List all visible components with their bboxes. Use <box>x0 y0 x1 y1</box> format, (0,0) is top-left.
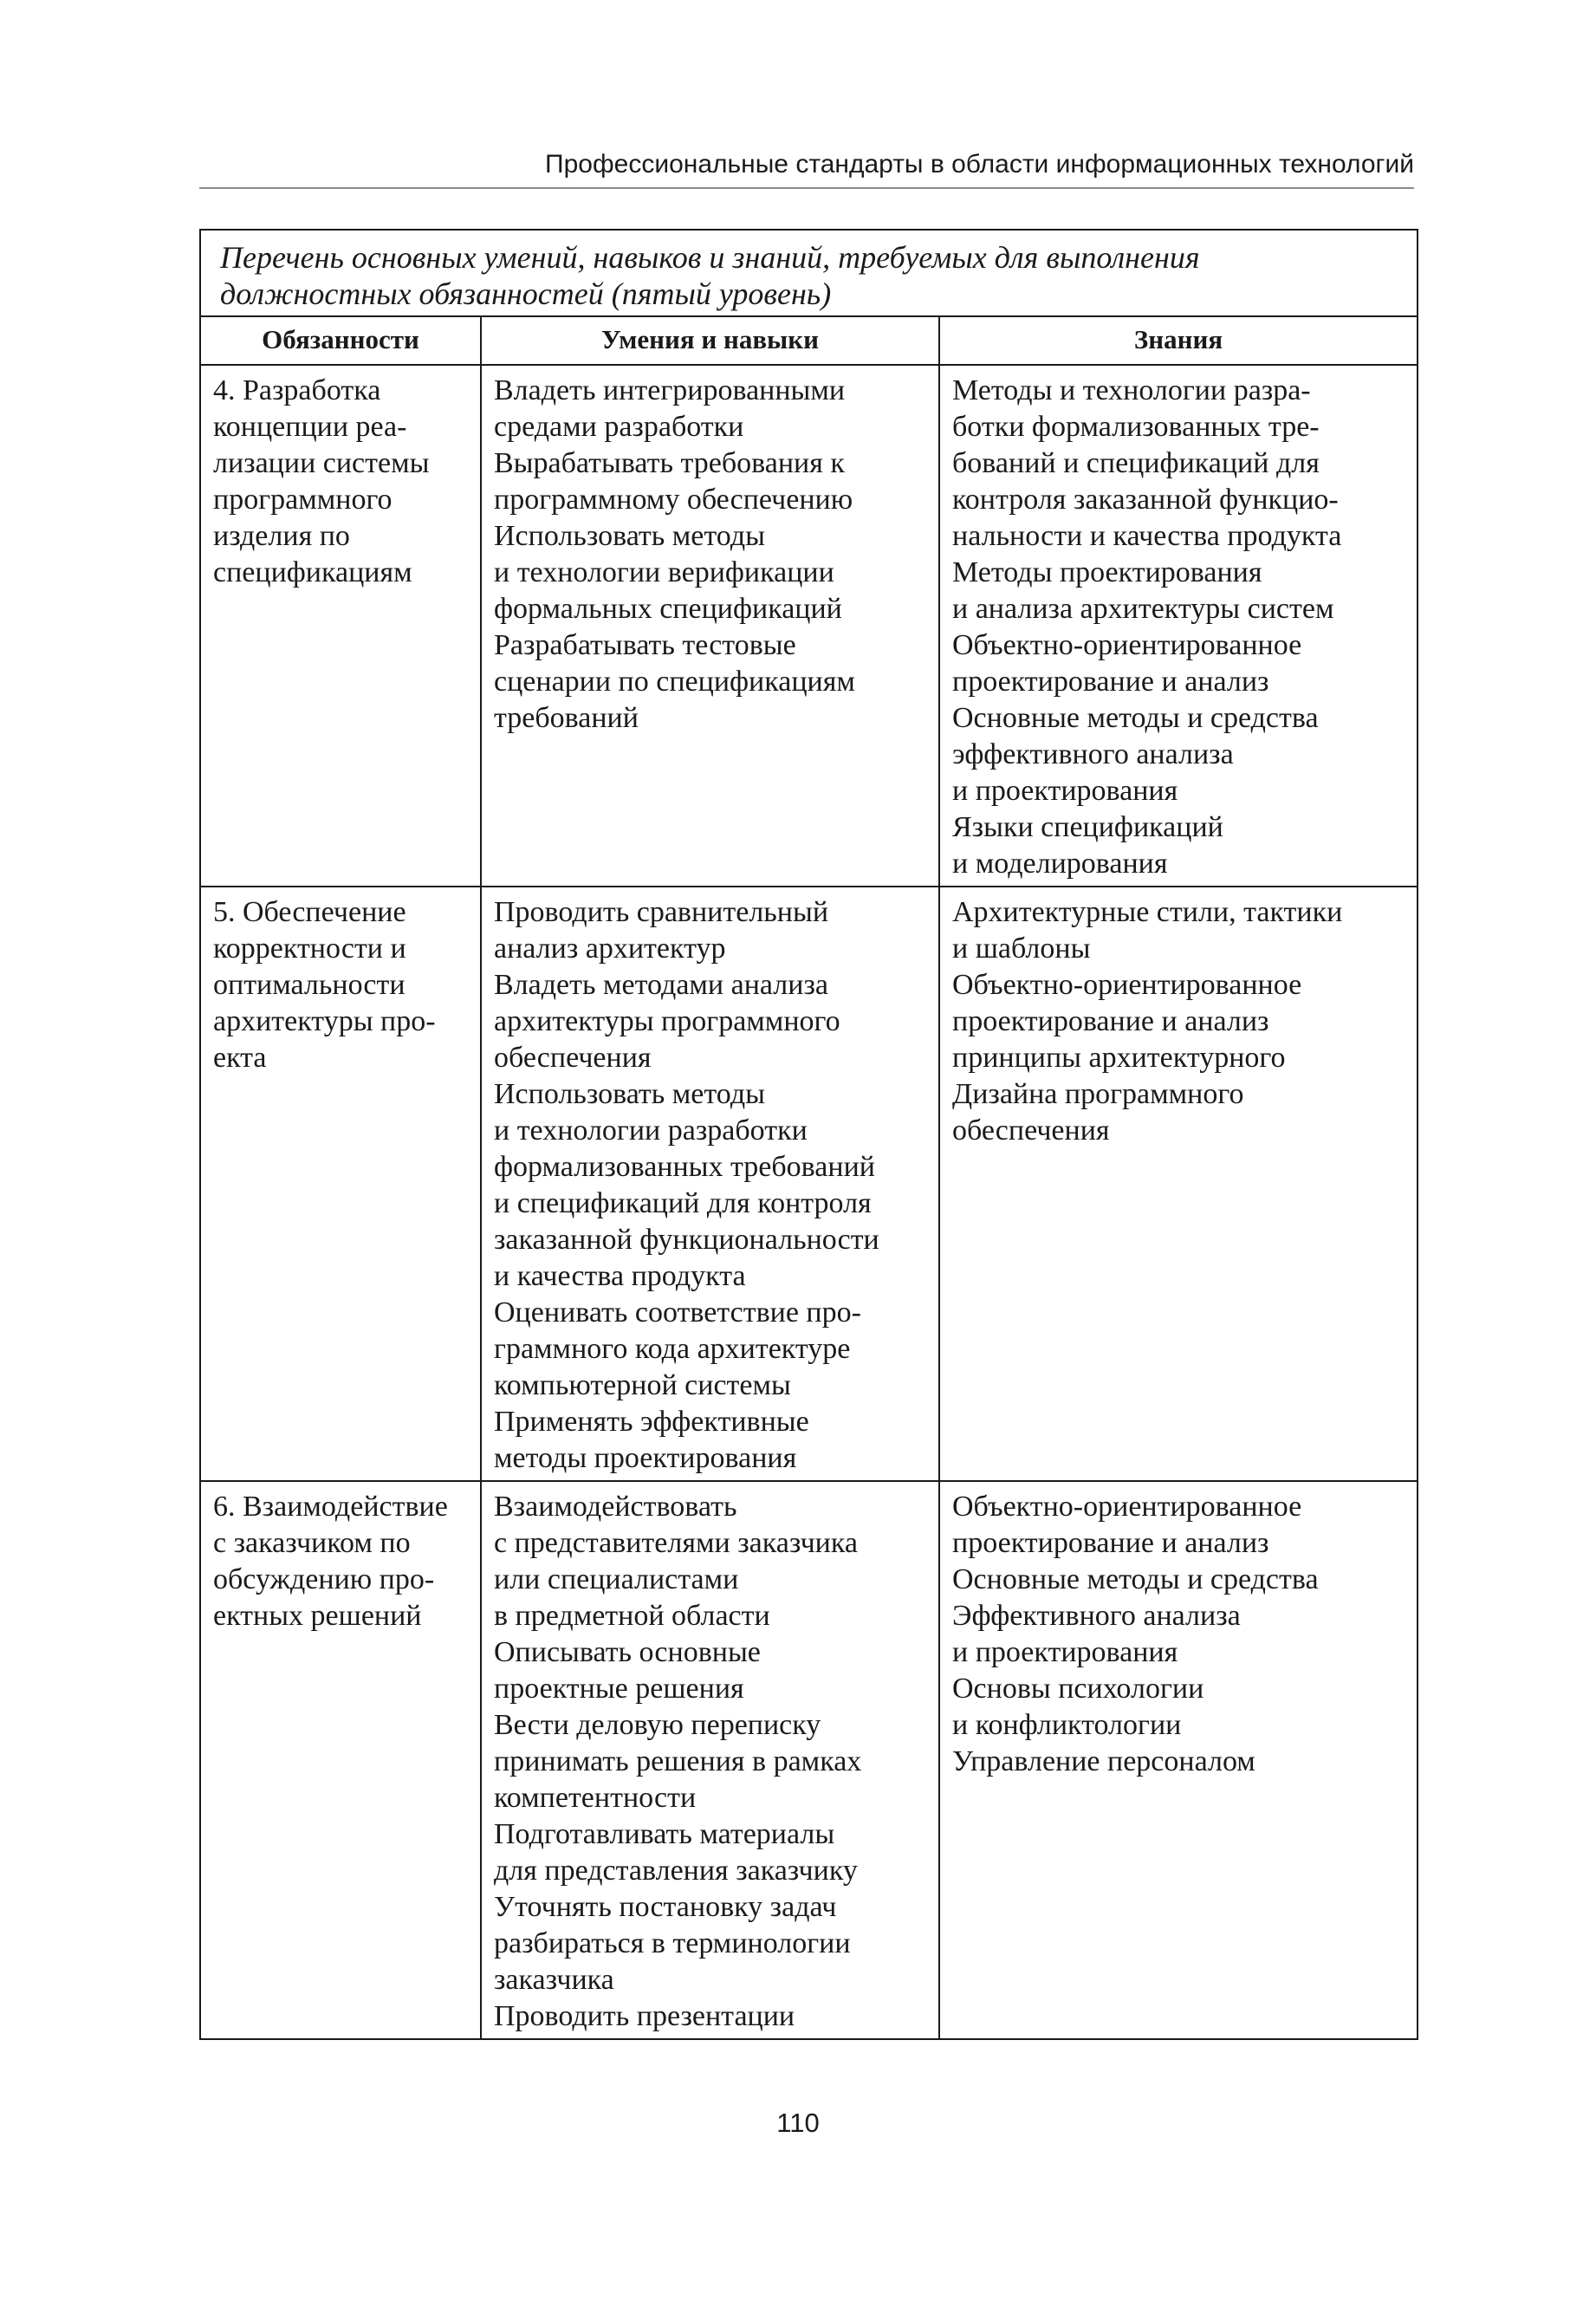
cell-line: проектирование и анализ <box>952 666 1269 698</box>
cell-line: требований <box>494 702 639 734</box>
cell-line: Проводить презентации <box>494 2000 795 2032</box>
cell-line: средами разработки <box>494 411 744 443</box>
cell-line: обеспечения <box>494 1042 652 1074</box>
cell-line: заказчика <box>494 1964 614 1996</box>
cell-line: Вести деловую переписку <box>494 1709 821 1741</box>
cell-line: заказанной функциональности <box>494 1224 879 1256</box>
cell-line: и конфликтологии <box>952 1709 1182 1741</box>
cell-line: 6. Взаимодействие <box>213 1491 448 1523</box>
cell-line: Объектно-ориентированное <box>952 1491 1302 1523</box>
cell-line: компетентности <box>494 1782 697 1814</box>
duties-cell <box>200 365 481 887</box>
cell-line: для представления заказчику <box>494 1855 858 1887</box>
cell-line: и проектирования <box>952 1636 1178 1668</box>
cell-line: Основы психологии <box>952 1673 1204 1705</box>
table-row <box>200 365 1418 887</box>
cell-line: анализ архитектур <box>494 932 726 965</box>
caption-line: должностных обязанностей (пятый уровень) <box>220 276 832 311</box>
column-header-skills: Умения и навыки <box>481 316 939 365</box>
cell-line: и моделирования <box>952 848 1168 880</box>
cell-line: Взаимодействовать <box>494 1491 737 1523</box>
cell-line: Объектно-ориентированное <box>952 969 1302 1001</box>
running-header <box>199 149 1414 189</box>
cell-line: 5. Обеспечение <box>213 896 406 928</box>
cell-line: формальных спецификаций <box>494 593 842 625</box>
knowledge-cell <box>939 365 1418 887</box>
cell-line: Владеть интегрированными <box>494 374 846 406</box>
cell-line: бований и спецификаций для <box>952 447 1320 479</box>
cell-line: архитектуры про- <box>213 1005 436 1037</box>
caption-line: Перечень основных умений, навыков и знаний, требуемых для выполнения <box>220 240 1200 275</box>
duties-cell <box>200 1481 481 2039</box>
cell-line: ектных решений <box>213 1600 422 1632</box>
table-caption <box>200 230 1418 316</box>
cell-line: оптимальности <box>213 969 405 1001</box>
cell-line: и спецификаций для контроля <box>494 1187 872 1219</box>
cell-line: Языки спецификаций <box>952 811 1223 843</box>
cell-line: компьютерной системы <box>494 1369 791 1401</box>
cell-line: Использовать методы <box>494 520 765 552</box>
cell-line: Использовать методы <box>494 1078 765 1110</box>
cell-line: сценарии по спецификациям <box>494 666 855 698</box>
cell-line: Архитектурные стили, тактики <box>952 896 1343 928</box>
cell-line: нальности и качества продукта <box>952 520 1342 552</box>
cell-line: корректности и <box>213 932 406 965</box>
cell-line: Эффективного анализа <box>952 1600 1241 1632</box>
cell-line: Разрабатывать тестовые <box>494 629 796 661</box>
cell-line: лизации системы <box>213 447 430 479</box>
cell-line: Оценивать соответствие про- <box>494 1296 861 1329</box>
cell-line: и проектирования <box>952 775 1178 807</box>
cell-line: спецификациям <box>213 556 412 588</box>
cell-line: Основные методы и средства <box>952 702 1319 734</box>
cell-line: Вырабатывать требования к <box>494 447 845 479</box>
cell-line: принципы архитектурного <box>952 1042 1286 1074</box>
cell-line: эффективного анализа <box>952 738 1234 770</box>
cell-line: Владеть методами анализа <box>494 969 828 1001</box>
cell-line: обсуждению про- <box>213 1563 435 1595</box>
table-row <box>200 887 1418 1481</box>
cell-line: принимать решения в рамках <box>494 1745 862 1777</box>
column-header-duties: Обязанности <box>200 316 481 365</box>
cell-line: Основные методы и средства <box>952 1563 1319 1595</box>
cell-line: Методы и технологии разра- <box>952 374 1311 406</box>
cell-line: программному обеспечению <box>494 484 853 516</box>
cell-line: Методы проектирования <box>952 556 1262 588</box>
cell-line: в предметной области <box>494 1600 770 1632</box>
cell-line: методы проектирования <box>494 1442 797 1474</box>
skills-cell <box>481 365 939 887</box>
cell-line: и шаблоны <box>952 932 1091 965</box>
cell-line: ботки формализованных тре- <box>952 411 1320 443</box>
cell-line: программного <box>213 484 393 516</box>
cell-line: архитектуры программного <box>494 1005 840 1037</box>
cell-line: граммного кода архитектуре <box>494 1333 851 1365</box>
cell-line: Управление персоналом <box>952 1745 1255 1777</box>
cell-line: Применять эффективные <box>494 1406 809 1438</box>
column-header-knowledge: Знания <box>939 316 1418 365</box>
table-header-row <box>200 316 1418 365</box>
cell-line: Проводить сравнительный <box>494 896 829 928</box>
competency-table <box>199 229 1418 2040</box>
cell-line: проектные решения <box>494 1673 744 1705</box>
cell-line: формализованных требований <box>494 1151 875 1183</box>
knowledge-cell <box>939 1481 1418 2039</box>
skills-cell <box>481 887 939 1481</box>
cell-line: и анализа архитектуры систем <box>952 593 1334 625</box>
skills-cell <box>481 1481 939 2039</box>
cell-line: Уточнять постановку задач <box>494 1891 837 1923</box>
cell-line: и качества продукта <box>494 1260 746 1292</box>
cell-line: контроля заказанной функцио- <box>952 484 1339 516</box>
cell-line: обеспечения <box>952 1114 1110 1147</box>
cell-line: или специалистами <box>494 1563 739 1595</box>
page-number: 110 <box>776 2108 820 2138</box>
cell-line: Описывать основные <box>494 1636 761 1668</box>
table-row <box>200 1481 1418 2039</box>
cell-line: Объектно-ориентированное <box>952 629 1302 661</box>
cell-line: проектирование и анализ <box>952 1005 1269 1037</box>
cell-line: и технологии разработки <box>494 1114 808 1147</box>
cell-line: с заказчиком по <box>213 1527 411 1559</box>
knowledge-cell <box>939 887 1418 1481</box>
cell-line: проектирование и анализ <box>952 1527 1269 1559</box>
running-header-text: Профессиональные стандарты в области информационных технологий <box>545 150 1414 179</box>
cell-line: и технологии верификации <box>494 556 834 588</box>
cell-line: разбираться в терминологии <box>494 1927 851 1959</box>
duties-cell <box>200 887 481 1481</box>
cell-line: Дизайна программного <box>952 1078 1244 1110</box>
cell-line: Подготавливать материалы <box>494 1818 835 1850</box>
cell-line: с представителями заказчика <box>494 1527 858 1559</box>
cell-line: изделия по <box>213 520 350 552</box>
table-caption-row <box>200 230 1418 316</box>
cell-line: 4. Разработка <box>213 374 381 406</box>
cell-line: концепции реа- <box>213 411 407 443</box>
cell-line: екта <box>213 1042 267 1074</box>
